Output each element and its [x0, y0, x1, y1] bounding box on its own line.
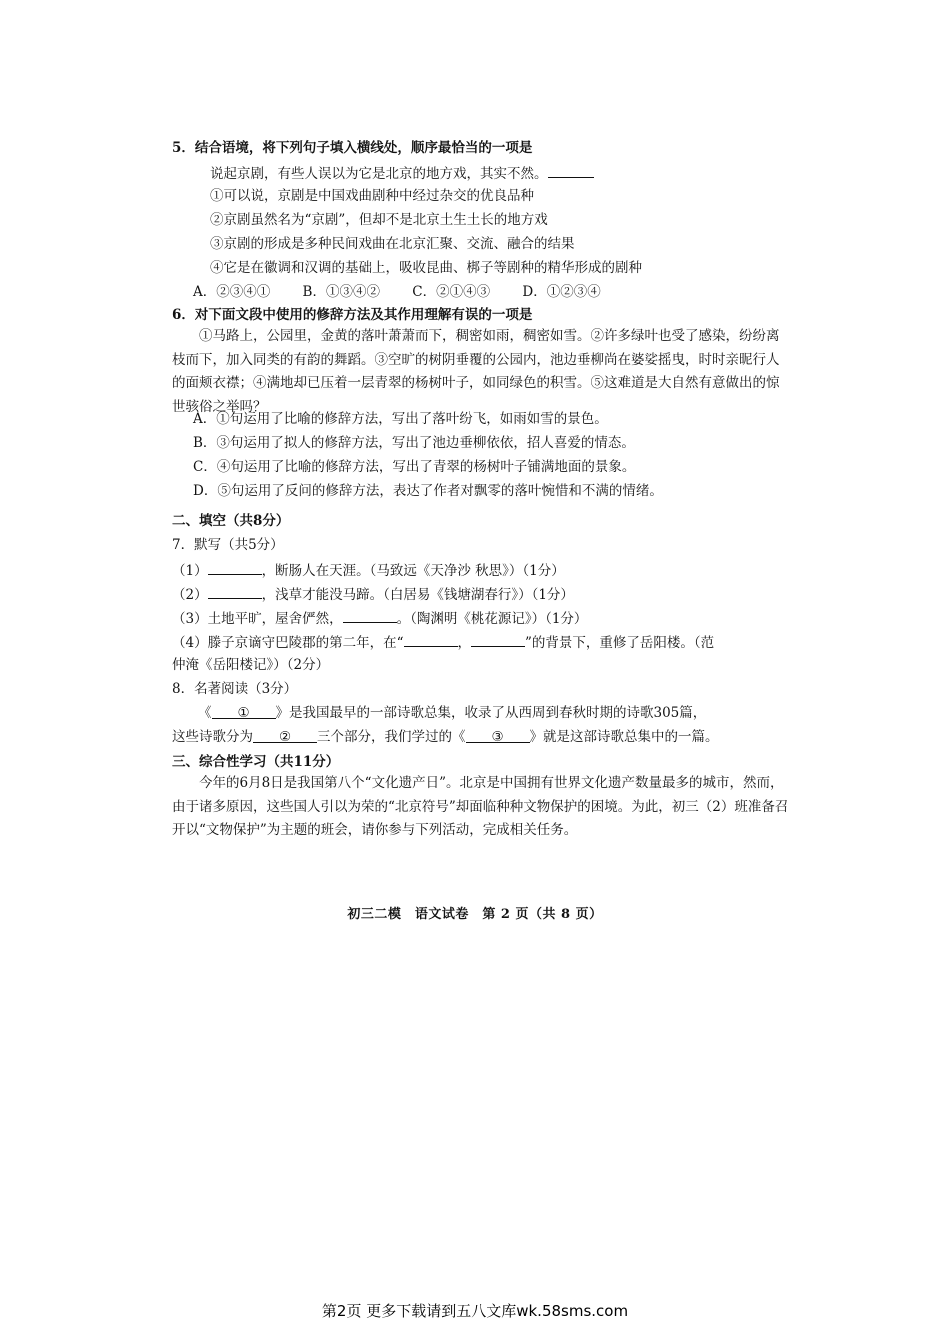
q8-title: 8．名著阅读（3分）	[172, 681, 298, 697]
q6-option-d: D．⑤句运用了反问的修辞方法，表达了作者对飘零的落叶惋惜和不满的情绪。	[193, 483, 663, 499]
q8-s2-prefix: 这些诗歌分为	[172, 729, 253, 745]
q7-blank-4a	[404, 632, 458, 647]
q8-s2-suffix: 》就是这部诗歌总集中的一篇。	[529, 729, 719, 745]
q6-option-c: C．④句运用了比喻的修辞方法，写出了青翠的杨树叶子铺满地面的景象。	[193, 459, 636, 475]
q7-l2-prefix: （2）	[172, 587, 208, 603]
q8-s1-open: 《	[198, 705, 212, 721]
q7-blank-1	[208, 560, 262, 575]
exam-footer: 初三二模 语文试卷 第 2 页（共 8 页）	[347, 907, 603, 922]
q7-l2-suffix: ，浅草才能没马蹄。（白居易《钱塘湖春行》）（1分）	[261, 587, 574, 603]
q8-blank-2: ②	[253, 728, 317, 743]
q7-l3-prefix: （3）土地平旷，屋舍俨然，	[172, 611, 343, 627]
q5-lead	[210, 163, 594, 183]
q5-item-1: ①可以说，京剧是中国戏曲剧种中经过杂交的优良品种	[210, 188, 534, 204]
q7-line-4	[172, 632, 714, 652]
q5-option-b: B．①③④②	[302, 284, 380, 300]
q5-item-3: ③京剧的形成是多种民间戏曲在北京汇聚、交流、融合的结果	[210, 236, 575, 252]
q7-line-1	[172, 560, 565, 580]
q8-s2-mid: 三个部分，我们学过的《	[317, 729, 466, 745]
q7-l4-mid: ，	[457, 635, 471, 651]
q7-line-3	[172, 608, 587, 628]
section-3-passage: 今年的6月8日是我国第八个“文化遗产日”。北京是中国拥有世界文化遗产数量最多的城市，然而，由于诸多原因，这些国人引以为荣的“北京符号”却面临种种文物保护的困境。为此，初三（2）班准备召开以“文物保护”为主题的班会，请你参与下列活动，完成相关任务。	[172, 775, 789, 838]
q8-s1-suffix: 》是我国最早的一部诗歌总集，收录了从西周到春秋时期的诗歌305篇，	[275, 705, 707, 721]
q7-line-4-cont: 仲淹《岳阳楼记》）（2分）	[172, 657, 330, 673]
section-2-title: 二、填空（共8分）	[172, 513, 290, 529]
q7-blank-2	[208, 584, 262, 599]
q6-option-a: A．①句运用了比喻的修辞方法，写出了落叶纷飞，如雨如雪的景色。	[193, 411, 608, 427]
q7-line-2	[172, 584, 574, 604]
q6-option-b: B．③句运用了拟人的修辞方法，写出了池边垂柳依依，招人喜爱的情态。	[193, 435, 635, 451]
site-footer: 第2页 更多下载请到五八文库wk.58sms.com	[321, 1302, 629, 1320]
q5-option-a: A．②③④①	[193, 284, 271, 300]
q7-blank-4b	[471, 632, 525, 647]
q7-l1-prefix: （1）	[172, 563, 208, 579]
q5-lead-text: 说起京剧，有些人误以为它是北京的地方戏，其实不然。	[210, 166, 548, 182]
q7-l4-suffix: ”的背景下，重修了岳阳楼。（范	[525, 635, 715, 651]
q8-blank-1: ①	[212, 704, 276, 719]
q8-sentence-1	[198, 704, 706, 722]
q8-sentence-2	[172, 728, 719, 746]
q5-item-4: ④它是在徽调和汉调的基础上，吸收昆曲、梆子等剧种的精华形成的剧种	[210, 260, 642, 276]
q7-blank-3	[343, 608, 397, 623]
q7-l3-suffix: 。（陶渊明《桃花源记》）（1分）	[396, 611, 588, 627]
q7-l1-suffix: ，断肠人在天涯。（马致远《天净沙 秋思》）（1分）	[261, 563, 565, 579]
q7-title: 7．默写（共5分）	[172, 537, 284, 553]
q6-title: 6．对下面文段中使用的修辞方法及其作用理解有误的一项是	[172, 307, 533, 323]
q5-option-c: C．②①④③	[412, 284, 491, 300]
q6-passage: ①马路上，公园里，金黄的落叶萧萧而下，稠密如雨，稠密如雪。②许多绿叶也受了感染，纷纷离枝而下，加入同类的有韵的舞蹈。③空旷的树阴垂覆的公园内，池边垂柳尚在婆娑摇曳，时时亲昵行人的面颊衣襟；④满地却已压着一层青翠的杨树叶子，如同绿色的积雪。⑤这难道是大自然有意做出的惊世骇俗之举吗？	[172, 328, 780, 415]
q5-options	[193, 283, 629, 301]
q8-blank-3: ③	[466, 728, 530, 743]
q7-l4-prefix: （4）滕子京谪守巴陵郡的第二年，在“	[172, 635, 404, 651]
section-3-title: 三、综合性学习（共11分）	[172, 754, 340, 770]
q5-answer-blank	[548, 163, 594, 178]
q5-option-d: D．①②③④	[522, 284, 601, 300]
q5-title: 5．结合语境，将下列句子填入横线处，顺序最恰当的一项是	[172, 140, 533, 156]
q5-item-2: ②京剧虽然名为“京剧”，但却不是北京土生土长的地方戏	[210, 212, 548, 228]
